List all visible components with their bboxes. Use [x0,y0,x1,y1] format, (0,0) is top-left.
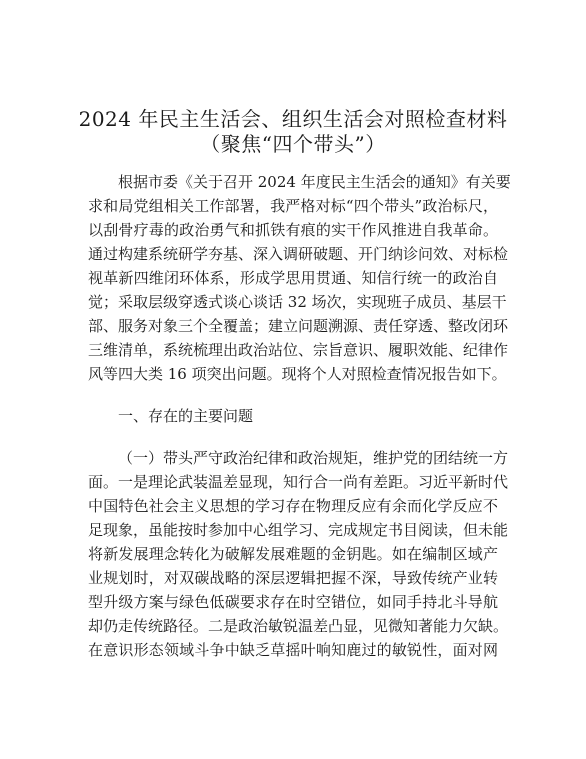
intro-line: 通过构建系统研学夯基、深入调研破题、开门纳诊问效、对标检 [88,245,509,263]
body-line: 中国特色社会主义思想的学习存在物理反应有余而化学反应不 [88,497,498,515]
intro-line: 根据市委《关于召开 2024 年度民主生活会的通知》有关要 [118,173,511,191]
body-line: 业规划时，对双碳战略的深层逻辑把握不深，导致传统产业转 [88,569,498,587]
document-subtitle: （聚焦“四个带头”） [200,132,386,156]
body-line: 足现象，虽能按时参加中心组学习、完成规定书目阅读，但未能 [88,521,509,539]
body-line: 将新发展理念转化为破解发展难题的金钥匙。如在编制区域产 [88,545,498,563]
intro-line: 觉；采取层级穿透式谈心谈话 32 场次，实现班子成员、基层干 [88,293,507,311]
body-line: 却仍走传统路径。二是政治敏锐温差凸显，见微知著能力欠缺。 [88,617,509,635]
intro-line: 部、服务对象三个全覆盖；建立问题溯源、责任穿透、整改闭环 [88,317,509,335]
body-line: 在意识形态领域斗争中缺乏草摇叶响知鹿过的敏锐性，面对网 [88,641,498,659]
intro-line: 风等四大类 16 项突出问题。现将个人对照检查情况报告如下。 [88,365,507,383]
body-line: 型升级方案与绿色低碳要求存在时空错位，如同手持北斗导航 [88,593,498,611]
body-line: （一）带头严守政治纪律和政治规矩，维护党的团结统一方 [118,449,509,467]
document-title: 2024 年民主生活会、组织生活会对照检查材料 [78,107,508,131]
intro-line: 视革新四维闭环体系，形成学思用贯通、知信行统一的政治自 [88,269,498,287]
intro-line: 求和局党组相关工作部署，我严格对标“四个带头”政治标尺， [88,197,498,215]
intro-line: 三维清单，系统梳理出政治站位、宗旨意识、履职效能、纪律作 [88,341,509,359]
section-heading: 一、存在的主要问题 [118,407,254,425]
body-line: 面。一是理论武装温差显现，知行合一尚有差距。习近平新时代 [88,473,509,491]
intro-line: 以刮骨疗毒的政治勇气和抓铁有痕的实干作风推进自我革命。 [88,221,498,239]
